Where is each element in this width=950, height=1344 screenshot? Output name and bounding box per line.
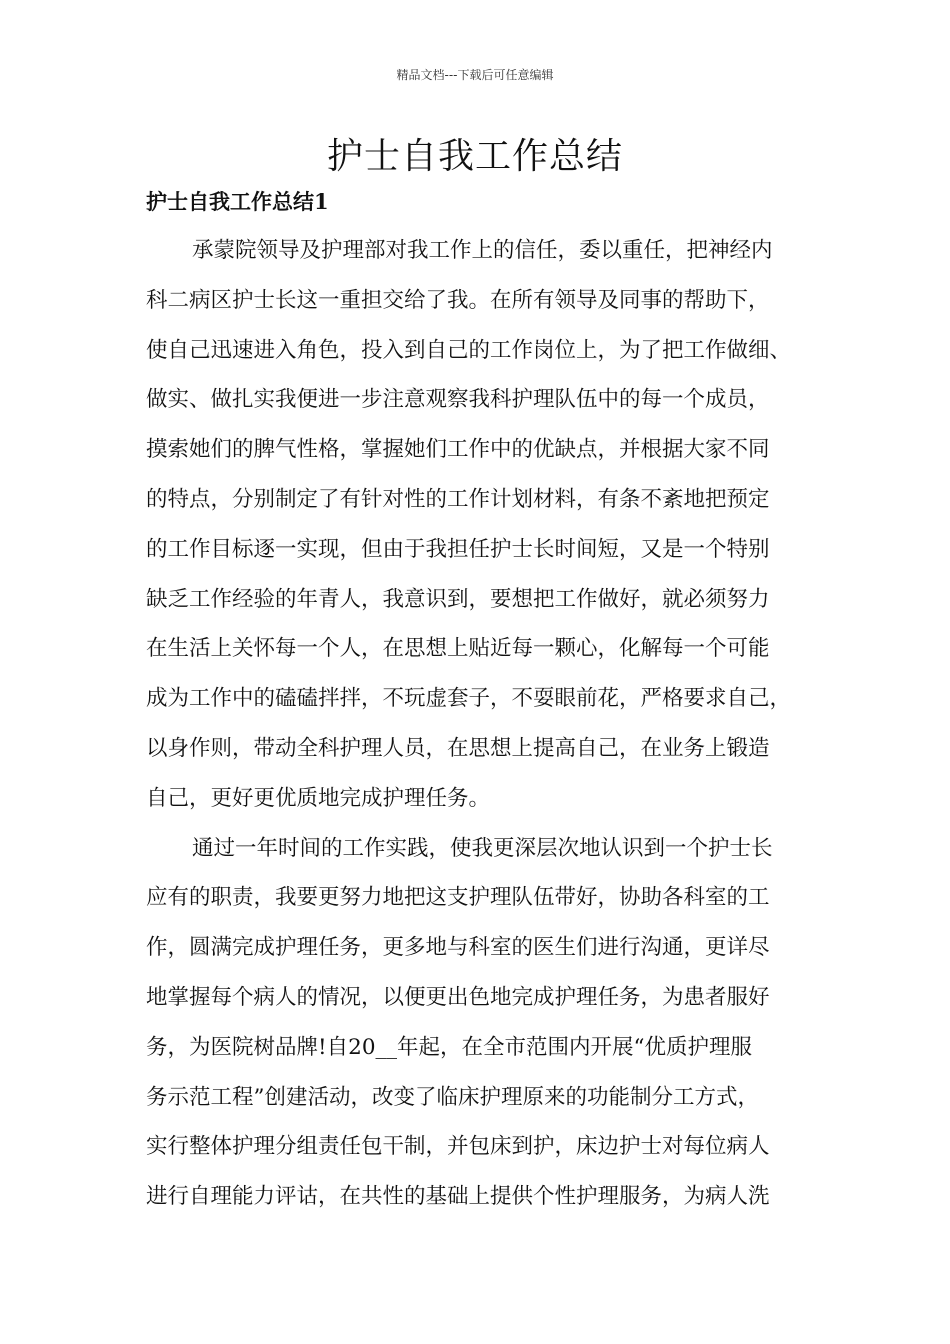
text-line: 作，圆满完成护理任务，更多地与科室的医生们进行沟通，更详尽 [146, 935, 770, 961]
text-line: 实行整体护理分组责任包干制，并包床到护，床边护士对每位病人 [146, 1134, 770, 1160]
text-line: 务，为医院树品牌!自20__年起，在全市范围内开展“优质护理服 [146, 1034, 752, 1060]
text-line: 的特点，分别制定了有针对性的工作计划材料，有条不紊地把预定 [146, 486, 770, 512]
text-line: 以身作则，带动全科护理人员，在思想上提高自己，在业务上锻造 [146, 735, 770, 761]
text-line: 进行自理能力评诂，在共性的基础上提供个性护理服务，为病人洗 [146, 1184, 770, 1210]
text-line: 在生活上关怀每一个人，在思想上贴近每一颗心，化解每一个可能 [146, 636, 770, 662]
section-heading: 护士自我工作总结1 [146, 189, 329, 214]
text-line: 承蒙院领导及护理部对我工作上的信任，委以重任，把神经内 [192, 238, 773, 263]
text-line: 使自己迅速进入角色，投入到自己的工作岗位上，为了把工作做细、 [146, 337, 792, 363]
text-line: 务示范工程”创建活动，改变了临床护理原来的功能制分工方式， [146, 1084, 759, 1110]
text-line: 成为工作中的磕磕拌拌，不玩虚套子，不耍眼前花，严格要求自己， [146, 686, 792, 712]
text-line: 缺乏工作经验的年青人，我意识到，要想把工作做好，就必须努力 [146, 586, 770, 612]
text-line: 科二病区护士长这一重担交给了我。在所有领导及同事的帮助下， [146, 287, 770, 313]
text-line: 做实、做扎实我便进一步注意观察我科护理队伍中的每一个成员， [146, 387, 770, 413]
text-line: 的工作目标逐一实现，但由于我担任护士长时间短，又是一个特别 [146, 536, 770, 562]
body-text [146, 226, 836, 1222]
text-line: 摸索她们的脾气性格，掌握她们工作中的优缺点，并根据大家不同 [146, 437, 770, 463]
text-line: 自己，更好更优质地完成护理任务。 [146, 785, 491, 811]
text-line: 应有的职责，我要更努力地把这支护理队伍带好，协助各科室的工 [146, 885, 770, 911]
document-title: 护士自我工作总结 [326, 136, 623, 177]
text-line: 地掌握每个病人的情况，以便更出色地完成护理任务，为患者服好 [146, 984, 770, 1010]
text-line: 通过一年时间的工作实践，使我更深层次地认识到一个护士长 [192, 835, 773, 861]
page-header-note: 精品文档---下载后可任意编辑 [396, 68, 554, 82]
